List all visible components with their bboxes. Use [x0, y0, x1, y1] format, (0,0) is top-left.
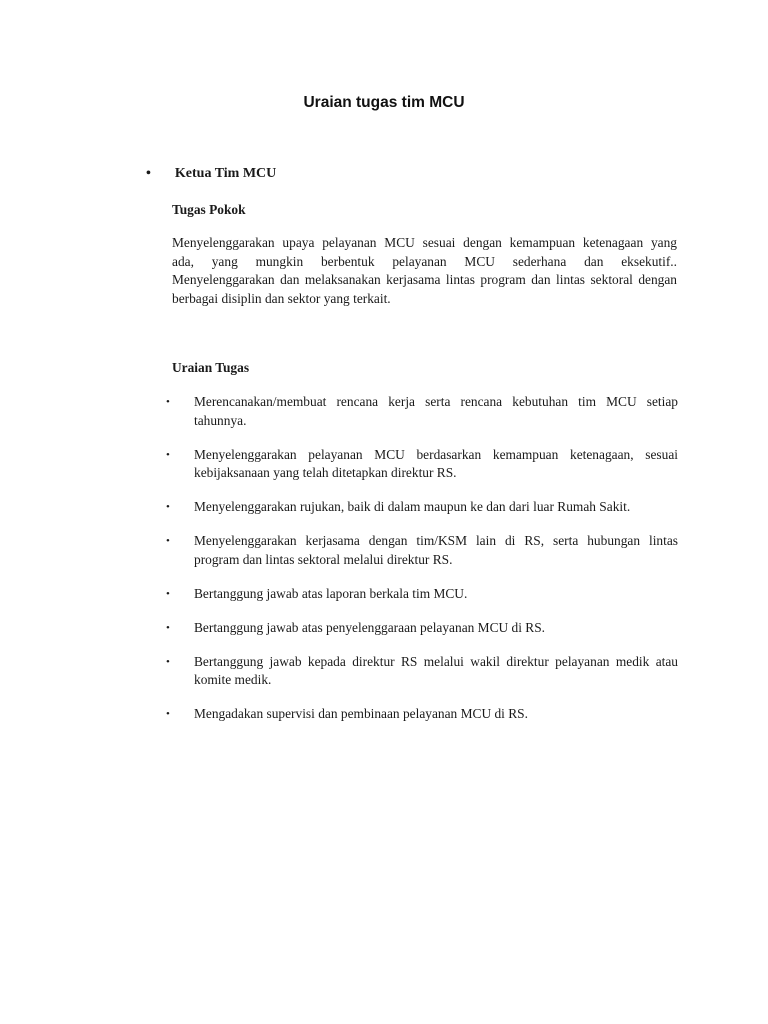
task-list — [166, 393, 678, 739]
task-line: Bertanggung jawab atas laporan berkala tim MCU. — [194, 585, 468, 601]
task-item — [166, 585, 678, 604]
tugas-pokok-heading: Tugas Pokok — [172, 202, 246, 217]
task-item — [166, 705, 678, 724]
tugas-pokok-paragraph — [172, 234, 677, 308]
task-item — [166, 393, 678, 430]
document-title: Uraian tugas tim MCU — [303, 94, 465, 111]
task-item — [166, 446, 678, 483]
task-line: Mengadakan supervisi dan pembinaan pelayanan MCU di RS. — [194, 706, 528, 722]
bullet-icon: • — [166, 708, 170, 721]
paragraph-line: ada, yang mungkin berbentuk pelayanan MCU sederhana dan eksekutif.. — [172, 253, 677, 269]
task-item — [166, 619, 678, 638]
task-item — [166, 653, 678, 690]
task-item — [166, 498, 678, 517]
bullet-icon: • — [166, 396, 170, 408]
bullet-icon: • — [166, 655, 170, 668]
task-line: program dan lintas sektoral melalui direktur RS. — [194, 551, 453, 567]
task-line: tahunnya. — [194, 412, 247, 428]
bullet-icon: • — [166, 501, 170, 514]
section-heading — [146, 166, 276, 182]
bullet-icon: • — [166, 621, 170, 634]
bullet-icon: • — [166, 535, 170, 548]
task-line: Bertanggung jawab atas penyelenggaraan pelayanan MCU di RS. — [194, 619, 546, 635]
bullet-icon: • — [166, 587, 170, 600]
task-line: Menyelenggarakan pelayanan MCU berdasarkan kemampuan ketenagaan, sesuai — [194, 446, 678, 462]
task-item — [166, 532, 678, 569]
paragraph-line: berbagai disiplin dan sektor yang terkait. — [172, 290, 391, 306]
task-line: Menyelenggarakan rujukan, baik di dalam maupun ke dan dari luar Rumah Sakit. — [194, 499, 631, 515]
section-bullet: • — [146, 166, 151, 181]
task-line: komite medik. — [194, 672, 272, 688]
section-title: Ketua Tim MCU — [174, 166, 277, 181]
task-line: Menyelenggarakan kerjasama dengan tim/KSM lain di RS, serta hubungan lintas — [194, 533, 678, 549]
bullet-icon: • — [166, 448, 170, 461]
paragraph-line: Menyelenggarakan dan melaksanakan kerjasama lintas program dan lintas sektoral dengan — [172, 272, 677, 288]
paragraph-line: Menyelenggarakan upaya pelayanan MCU sesuai dengan kemampuan ketenagaan yang — [172, 235, 677, 250]
task-line: kebijaksanaan yang telah ditetapkan direktur RS. — [194, 465, 457, 481]
task-line: Bertanggung jawab kepada direktur RS melalui wakil direktur pelayanan medik atau — [194, 653, 678, 669]
uraian-tugas-heading: Uraian Tugas — [172, 360, 250, 375]
task-line: Merencanakan/membuat rencana kerja serta rencana kebutuhan tim MCU setiap — [194, 394, 678, 409]
